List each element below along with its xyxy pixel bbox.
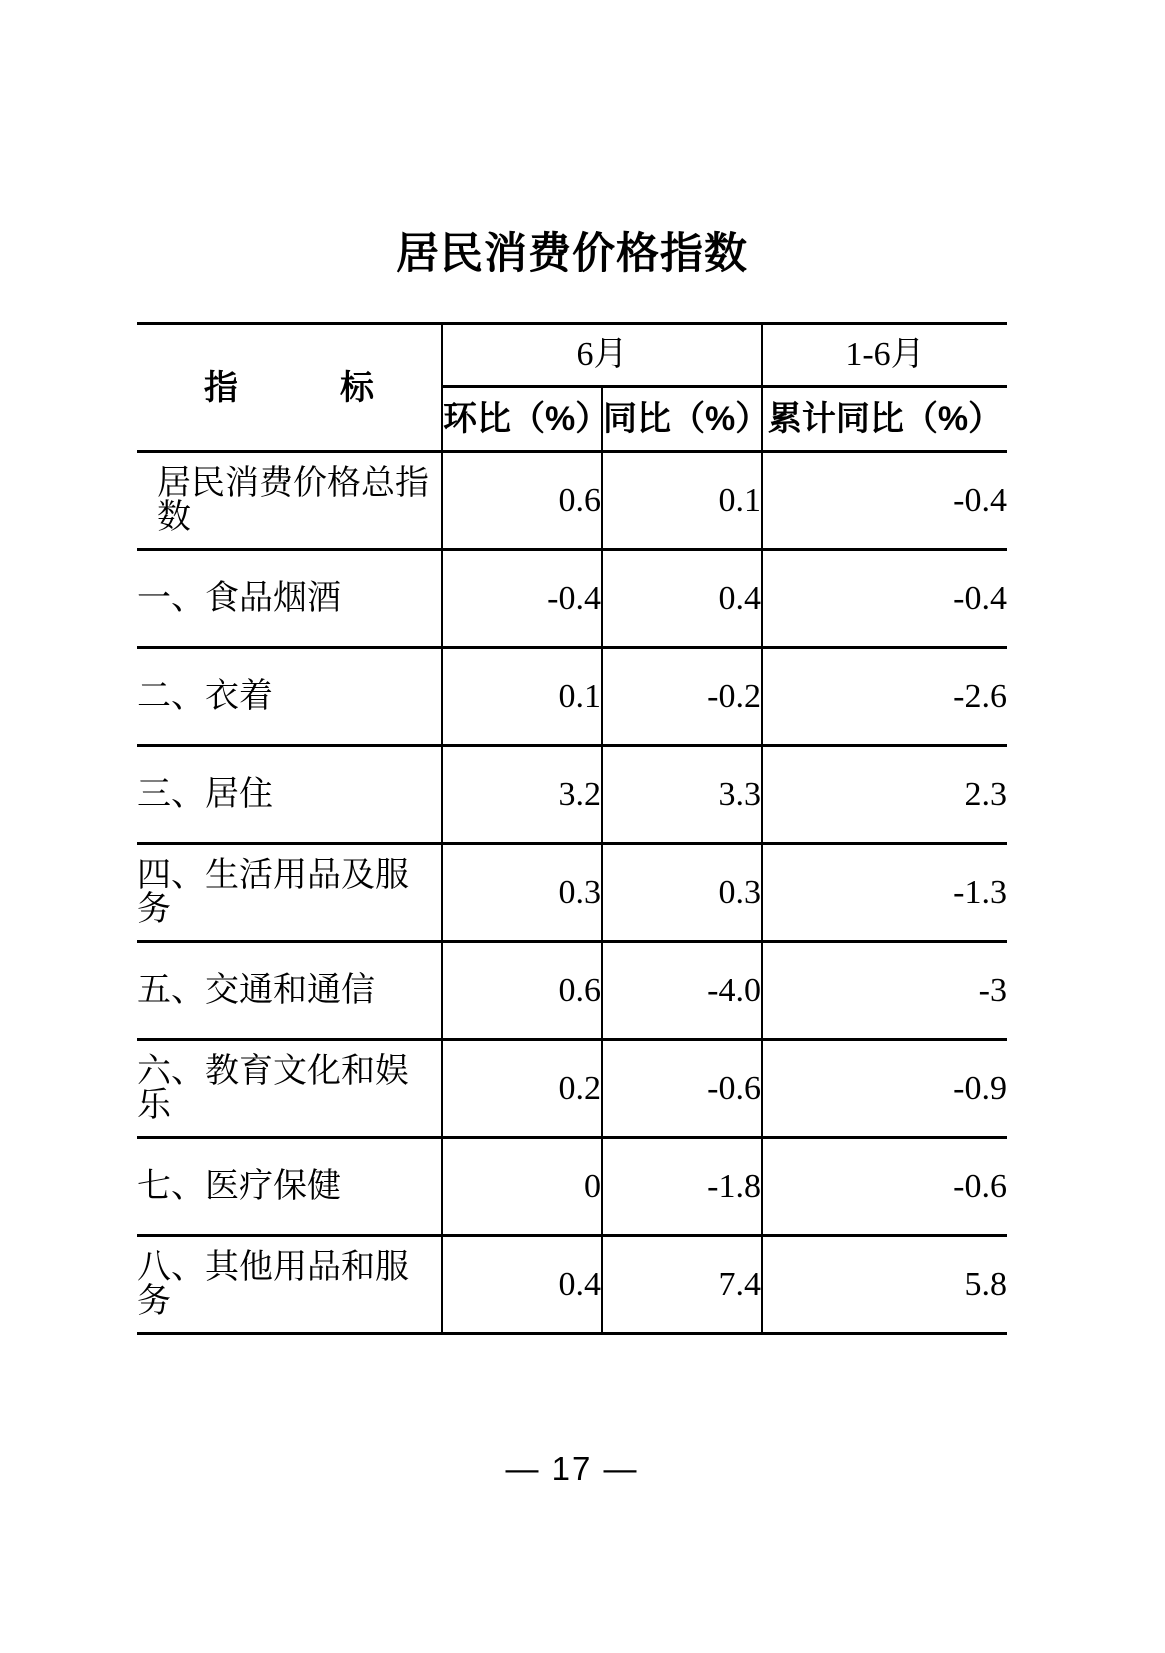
cum-value-cell: -2.6 [762,648,1007,746]
mom-header-cell: 环比（%） [442,387,602,452]
row-label-cell: 七、医疗保健 [137,1138,442,1236]
yoy-value-cell: -0.6 [602,1040,762,1138]
cum-value-cell: 2.3 [762,746,1007,844]
row-label-cell: 一、食品烟酒 [137,550,442,648]
header-row-periods [137,324,1007,387]
page-title: 居民消费价格指数 [396,230,748,278]
indicator-header-cell: 指 标 [137,324,442,452]
cpi-table [137,322,1007,1335]
row-label-cell: 二、衣着 [137,648,442,746]
cum-value-cell: -0.9 [762,1040,1007,1138]
mom-value-cell: 0.6 [442,452,602,550]
table-row [137,844,1007,942]
yoy-value-cell: 0.3 [602,844,762,942]
yoy-header-cell: 同比（%） [602,387,762,452]
cum-value-cell: -0.6 [762,1138,1007,1236]
mom-value-cell: 0.2 [442,1040,602,1138]
row-label-cell: 四、生活用品及服务 [137,844,442,942]
row-label-cell: 居民消费价格总指数 [137,452,442,550]
mom-value-cell: 0.3 [442,844,602,942]
mom-value-cell: -0.4 [442,550,602,648]
yoy-value-cell: 0.4 [602,550,762,648]
row-label-cell: 五、交通和通信 [137,942,442,1040]
table-row [137,942,1007,1040]
jan-june-header-cell: 1-6月 [762,324,1007,387]
yoy-value-cell: -0.2 [602,648,762,746]
yoy-value-cell: -1.8 [602,1138,762,1236]
cum-value-cell: -0.4 [762,452,1007,550]
mom-value-cell: 0 [442,1138,602,1236]
mom-value-cell: 0.1 [442,648,602,746]
table-row [137,648,1007,746]
mom-value-cell: 0.6 [442,942,602,1040]
table-row [137,1236,1007,1334]
table-row [137,550,1007,648]
cum-yoy-header-cell: 累计同比（%） [762,387,1007,452]
cum-value-cell: -0.4 [762,550,1007,648]
table-row [137,1040,1007,1138]
yoy-value-cell: 0.1 [602,452,762,550]
yoy-value-cell: -4.0 [602,942,762,1040]
june-header-cell: 6月 [442,324,762,387]
table-row [137,452,1007,550]
mom-value-cell: 3.2 [442,746,602,844]
page-number: — 17 — [505,1450,639,1487]
mom-value-cell: 0.4 [442,1236,602,1334]
row-label-cell: 八、其他用品和服务 [137,1236,442,1334]
yoy-value-cell: 7.4 [602,1236,762,1334]
table-row [137,746,1007,844]
row-label-cell: 六、教育文化和娱乐 [137,1040,442,1138]
cum-value-cell: 5.8 [762,1236,1007,1334]
cum-value-cell: -3 [762,942,1007,1040]
row-label-cell: 三、居住 [137,746,442,844]
table-row [137,1138,1007,1236]
cum-value-cell: -1.3 [762,844,1007,942]
yoy-value-cell: 3.3 [602,746,762,844]
